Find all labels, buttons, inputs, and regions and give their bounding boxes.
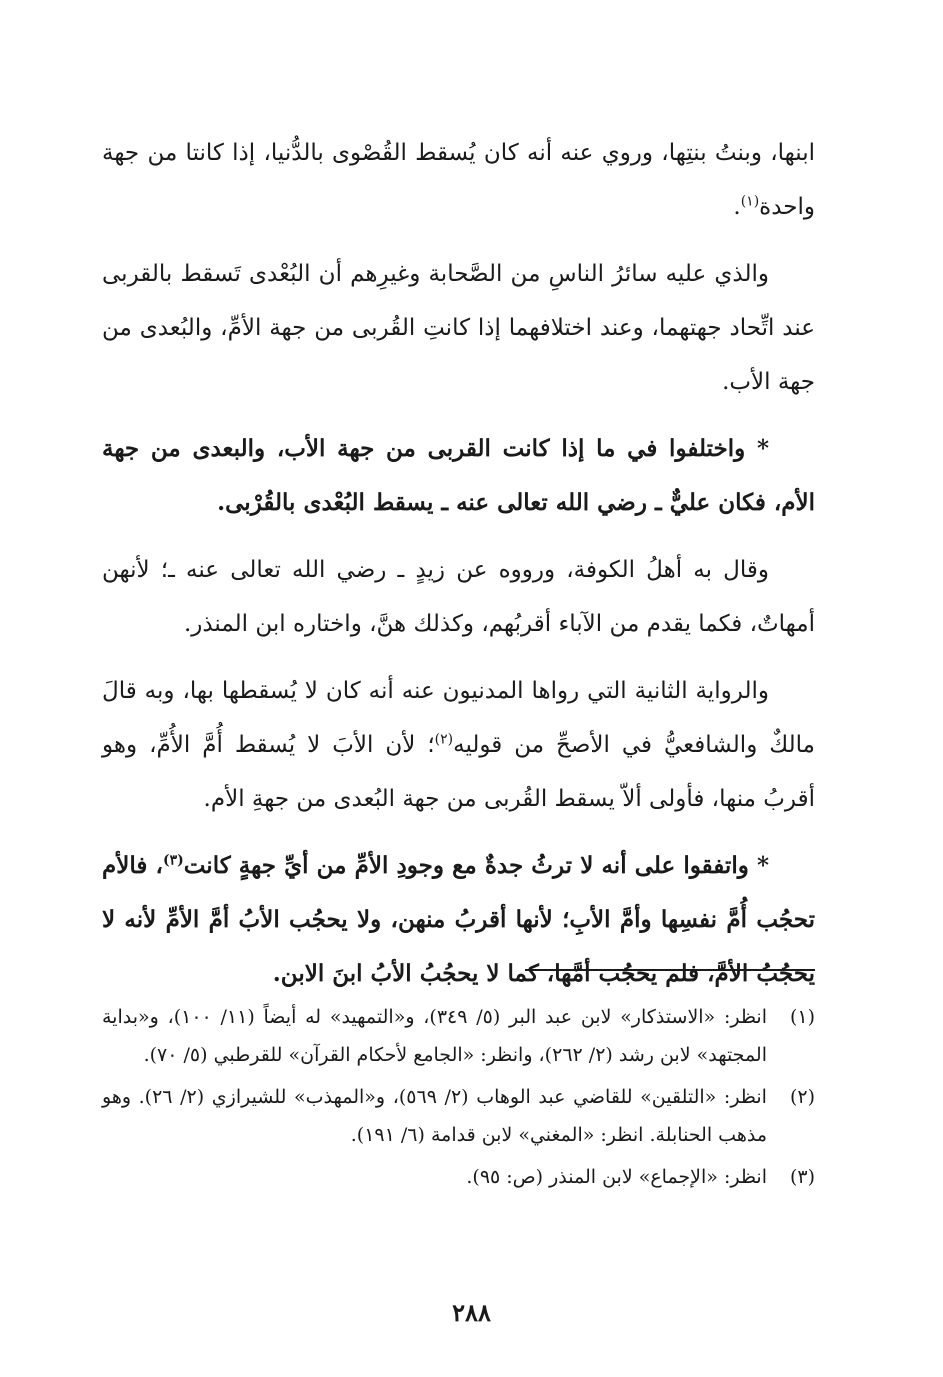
footnote-ref-1[interactable]: (١) [740,193,760,210]
paragraph-5-text: والرواية الثانية التي رواها المدنيون عنه أنه كان لا يُسقطها بها، وبه قالَ مالكٌ والشافعيُّ في الأصحِّ من قوليه [102,678,815,758]
footnote-3-number: (٣) [789,1166,815,1188]
paragraph-6-rest: ، فالأم تحجُب أُمَّ نفسِها وأمَّ الأبِ؛ لأنها أقربُ منهن، ولا يحجُب الأبُ أمَّ الأمِّ لأنه لا يحجُبُ الأمَّ، فلم يحجُب أمَّها، كما لا يحجُبُ الأبُ ابنَ الابن. [102,852,815,987]
footnote-ref-3[interactable]: (٣) [162,852,184,869]
footnote-3-text: انظر: «الإجماع» لابن المنذر (ص: ٩٥). [466,1166,767,1188]
footnotes [102,998,815,1200]
footnote-2 [102,1078,815,1154]
paragraph-3 [102,422,815,530]
footnote-ref-2[interactable]: (٢) [434,731,454,748]
paragraph-2 [102,247,815,409]
footnote-2-number: (٢) [789,1086,815,1108]
footnote-1 [102,998,815,1074]
footnote-1-number: (١) [789,1006,815,1028]
page-number: ٢٨٨ [452,1298,491,1327]
footnote-2-text: انظر: «التلقين» للقاضي عبد الوهاب (٢/ ٥٦٩)، و«المهذب» للشيرازي (٢/ ٢٦). وهو مذهب الحنابلة. انظر: «المغني» لابن قدامة (٦/ ١٩١). [102,1086,767,1146]
paragraph-1-end: . [733,194,741,220]
paragraph-5 [102,664,815,826]
paragraph-2-text: والذي عليه سائرُ الناسِ من الصَّحابة وغيرِهم أن البُعْدى تَسقط بالقربى عند اتِّحاد جهتهما، وعند اختلافهما إذا كانتِ القُربى من جهة الأمِّ، والبُعدى من جهة الأب. [102,261,815,395]
footnote-1-text: انظر: «الاستذكار» لابن عبد البر (٥/ ٣٤٩)، و«التمهيد» له أيضاً (١١/ ١٠٠)، و«بداية المجتهد» لابن رشد (٢/ ٢٦٢)، وانظر: «الجامع لأحكام القرآن» للقرطبي (٥/ ٧٠). [102,1006,767,1066]
footnote-3 [102,1158,815,1196]
paragraph-6-text: * واتفقوا على أنه لا ترثُ جدةٌ مع وجودِ الأمِّ من أيِّ جهةٍ كانت [183,852,769,879]
paragraph-3-text: * واختلفوا في ما إذا كانت القربى من جهة الأب، والبعدى من جهة الأم، فكان عليٌّ ـ رضي الله تعالى عنه ـ يسقط البُعْدى بالقُرْبى. [102,435,815,516]
footnote-separator [525,969,815,971]
paragraph-4-text: وقال به أهلُ الكوفة، ورووه عن زيدٍ ـ رضي الله تعالى عنه ـ؛ لأنهن أمهاتٌ، فكما يقدم من الآباء أقربُهم، وكذلك هنَّ، واختاره ابن المنذر. [102,557,815,637]
paragraph-1-text: ابنها، وبنتُ بنتِها، وروي عنه أنه كان يُسقط القُصْوى بالدُّنيا، إذا كانتا من جهة واحدة [102,140,815,220]
paragraph-5-rest: ؛ لأن الأبَ لا يُسقط أُمَّ الأُمِّ، وهو أقربُ منها، فأولى ألاّ يسقط القُربى من جهة البُعدى من جهةِ الأم. [102,732,815,812]
paragraph-1 [102,126,815,234]
paragraph-6 [102,839,815,1001]
paragraph-4 [102,543,815,651]
